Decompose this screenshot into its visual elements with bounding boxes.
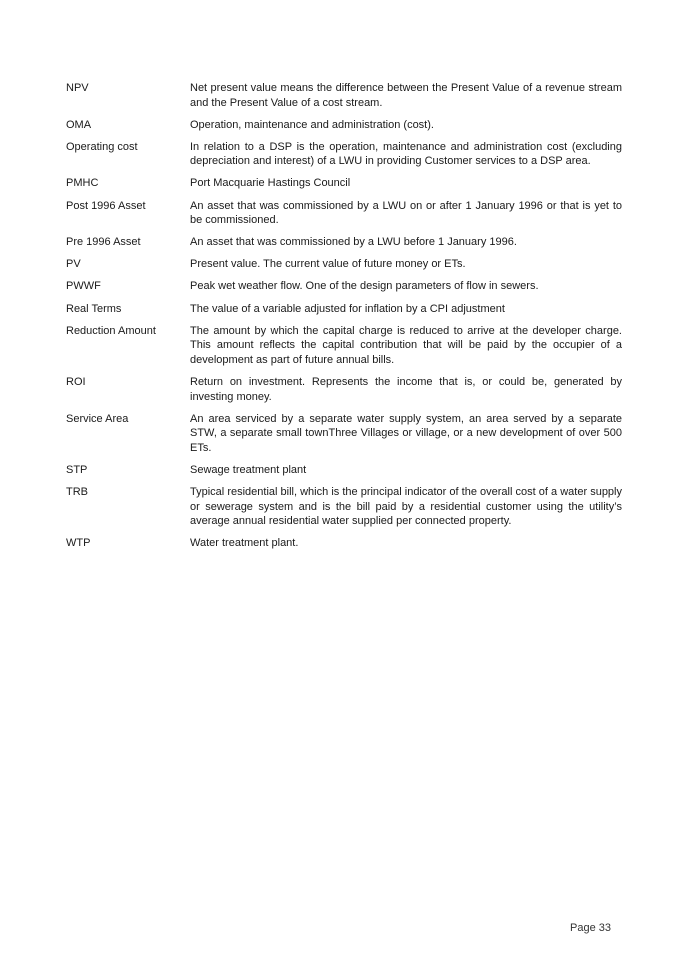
glossary-definition: Present value. The current value of future money or ETs. [190, 258, 466, 271]
glossary-term: OMA [66, 118, 92, 131]
page-number: Page 33 [570, 922, 611, 934]
glossary-row-reduction-amount [66, 324, 622, 368]
glossary-row-pre-1996-asset [66, 235, 622, 250]
glossary-term: STP [66, 463, 88, 476]
glossary-definition: Return on investment. Represents the income that is, or could be, generated by investing money. [190, 375, 622, 403]
glossary-row-stp [66, 463, 622, 478]
glossary-term: Reduction Amount [66, 324, 156, 337]
glossary-term: Pre 1996 Asset [66, 236, 141, 249]
glossary-term: PMHC [66, 177, 99, 190]
glossary-row-post-1996-asset [66, 199, 622, 228]
glossary-row-wtp [66, 536, 622, 551]
glossary-term: Service Area [66, 412, 129, 425]
glossary-definition: Sewage treatment plant [190, 463, 307, 476]
glossary-term: PV [66, 258, 81, 271]
glossary-definition: The amount by which the capital charge is reduced to arrive at the developer charge. This amount reflects the capital contribution that will be paid by the occupier of a development as part of future annual bills. [190, 324, 622, 366]
glossary-row-pv [66, 257, 622, 272]
glossary-row-operating-cost [66, 140, 622, 169]
glossary-row-trb [66, 485, 622, 529]
glossary-row-service-area [66, 412, 622, 456]
glossary-term: ROI [66, 375, 86, 388]
glossary-row-roi [66, 375, 622, 404]
glossary-term: Real Terms [66, 302, 122, 315]
glossary-definition: Water treatment plant. [190, 537, 299, 550]
glossary-definition: In relation to a DSP is the operation, maintenance and administration cost (excluding depreciation and interest) of a LWU in providing Customer services to a DSP area. [190, 140, 622, 168]
glossary-definition: An area serviced by a separate water supply system, an area served by a separate STW, a separate small townThree Villages or village, or a new development of over 500 ETs. [190, 412, 622, 454]
glossary-list [66, 81, 622, 558]
glossary-term: Operating cost [66, 140, 138, 153]
glossary-row-npv [66, 81, 622, 110]
glossary-definition: The value of a variable adjusted for inflation by a CPI adjustment [190, 302, 505, 315]
glossary-row-pwwf [66, 279, 622, 294]
glossary-term: WTP [66, 537, 91, 550]
glossary-term: Post 1996 Asset [66, 199, 146, 212]
glossary-definition: An asset that was commissioned by a LWU on or after 1 January 1996 or that is yet to be commissioned. [190, 199, 622, 227]
glossary-row-oma [66, 118, 622, 133]
glossary-definition: Net present value means the difference between the Present Value of a revenue stream and the Present Value of a cost stream. [190, 82, 622, 109]
glossary-term: NPV [66, 82, 89, 94]
glossary-definition: Operation, maintenance and administration (cost). [190, 118, 434, 131]
glossary-term: PWWF [66, 280, 101, 293]
glossary-definition: An asset that was commissioned by a LWU before 1 January 1996. [190, 236, 517, 249]
glossary-definition: Peak wet weather flow. One of the design parameters of flow in sewers. [190, 280, 539, 293]
glossary-row-real-terms [66, 302, 622, 317]
glossary-row-pmhc [66, 176, 622, 191]
glossary-definition: Port Macquarie Hastings Council [190, 177, 351, 190]
glossary-term: TRB [66, 485, 88, 498]
glossary-definition: Typical residential bill, which is the principal indicator of the overall cost of a water supply or sewerage system and is the bill paid by a residential customer using the utility’s average annual residential water supplied per connected property. [190, 485, 622, 528]
